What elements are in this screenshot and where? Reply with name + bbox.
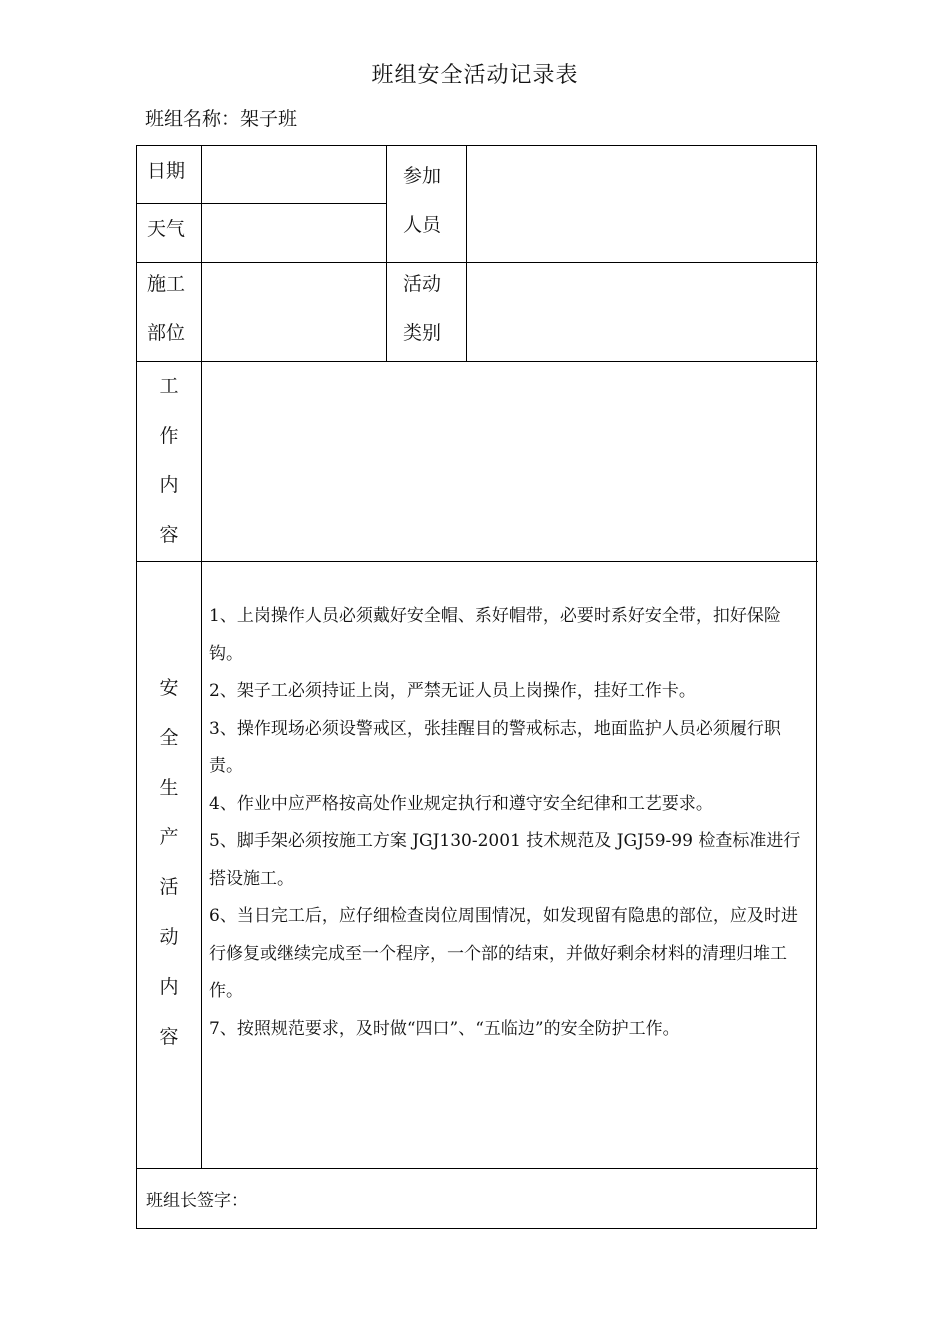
safety-content-char: 安 bbox=[159, 677, 179, 699]
team-name-label: 班组名称： bbox=[145, 108, 241, 130]
safety-item: 7、按照规范要求，及时做“四口”、“五临边”的安全防护工作。 bbox=[209, 1018, 680, 1039]
divider bbox=[386, 146, 387, 361]
safety-content-text bbox=[209, 598, 809, 1048]
safety-content-char: 动 bbox=[159, 925, 179, 948]
date-label: 日期 bbox=[147, 160, 186, 182]
weather-value-cell[interactable] bbox=[202, 204, 386, 262]
form-title: 班组安全活动记录表 bbox=[371, 63, 579, 88]
category-value-cell[interactable] bbox=[467, 263, 817, 361]
safety-content-char: 生 bbox=[159, 776, 179, 799]
participants-value-cell[interactable] bbox=[467, 146, 817, 262]
work-content-value-cell[interactable] bbox=[202, 362, 817, 561]
work-content-label bbox=[137, 362, 201, 560]
location-label-2: 部位 bbox=[147, 322, 186, 344]
safety-item: 5、脚手架必须按施工方案 JGJ130-2001 技术规范及 JGJ59-99 检查标准进行搭设施工。 bbox=[209, 831, 801, 889]
safety-content-label bbox=[137, 664, 201, 1062]
divider bbox=[137, 561, 818, 562]
safety-item: 2、架子工必须持证上岗，严禁无证人员上岗操作，挂好工作卡。 bbox=[209, 681, 696, 701]
participants-label-2: 人员 bbox=[403, 214, 442, 236]
safety-content-char: 容 bbox=[159, 1025, 179, 1048]
work-content-char: 工 bbox=[159, 375, 179, 397]
safety-item: 6、当日完工后，应仔细检查岗位周围情况，如发现留有隐患的部位，应及时进行修复或继续完成至一个程序，一个部的结束，并做好剩余材料的清理归堆工作。 bbox=[209, 906, 798, 1001]
safety-item: 3、操作现场必须设警戒区，张挂醒目的警戒标志，地面监护人员必须履行职责。 bbox=[209, 718, 781, 776]
team-leader-signature-field[interactable] bbox=[267, 1176, 807, 1221]
divider bbox=[137, 1168, 818, 1169]
safety-content-char: 全 bbox=[159, 726, 179, 749]
safety-content-char: 内 bbox=[159, 975, 179, 998]
safety-content-char: 产 bbox=[159, 826, 179, 849]
record-table bbox=[136, 145, 817, 1229]
team-leader-signature-label: 班组长签字： bbox=[146, 1191, 248, 1211]
weather-label: 天气 bbox=[147, 218, 186, 240]
work-content-char: 容 bbox=[159, 523, 179, 546]
category-label-2: 类别 bbox=[403, 322, 442, 344]
work-content-char: 内 bbox=[159, 474, 179, 496]
team-name-line bbox=[145, 104, 297, 131]
safety-content-char: 活 bbox=[159, 876, 179, 899]
participants-label-1: 参加 bbox=[403, 165, 442, 187]
safety-item: 4、作业中应严格按高处作业规定执行和遵守安全纪律和工艺要求。 bbox=[209, 793, 713, 814]
date-value-cell[interactable] bbox=[202, 146, 386, 203]
category-label-1: 活动 bbox=[403, 273, 442, 295]
team-name-value: 架子班 bbox=[240, 108, 298, 130]
safety-item: 1、上岗操作人员必须戴好安全帽、系好帽带，必要时系好安全带，扣好保险钩。 bbox=[209, 606, 781, 664]
work-content-char: 作 bbox=[159, 424, 179, 447]
location-value-cell[interactable] bbox=[202, 263, 386, 361]
location-label-1: 施工 bbox=[147, 273, 186, 295]
